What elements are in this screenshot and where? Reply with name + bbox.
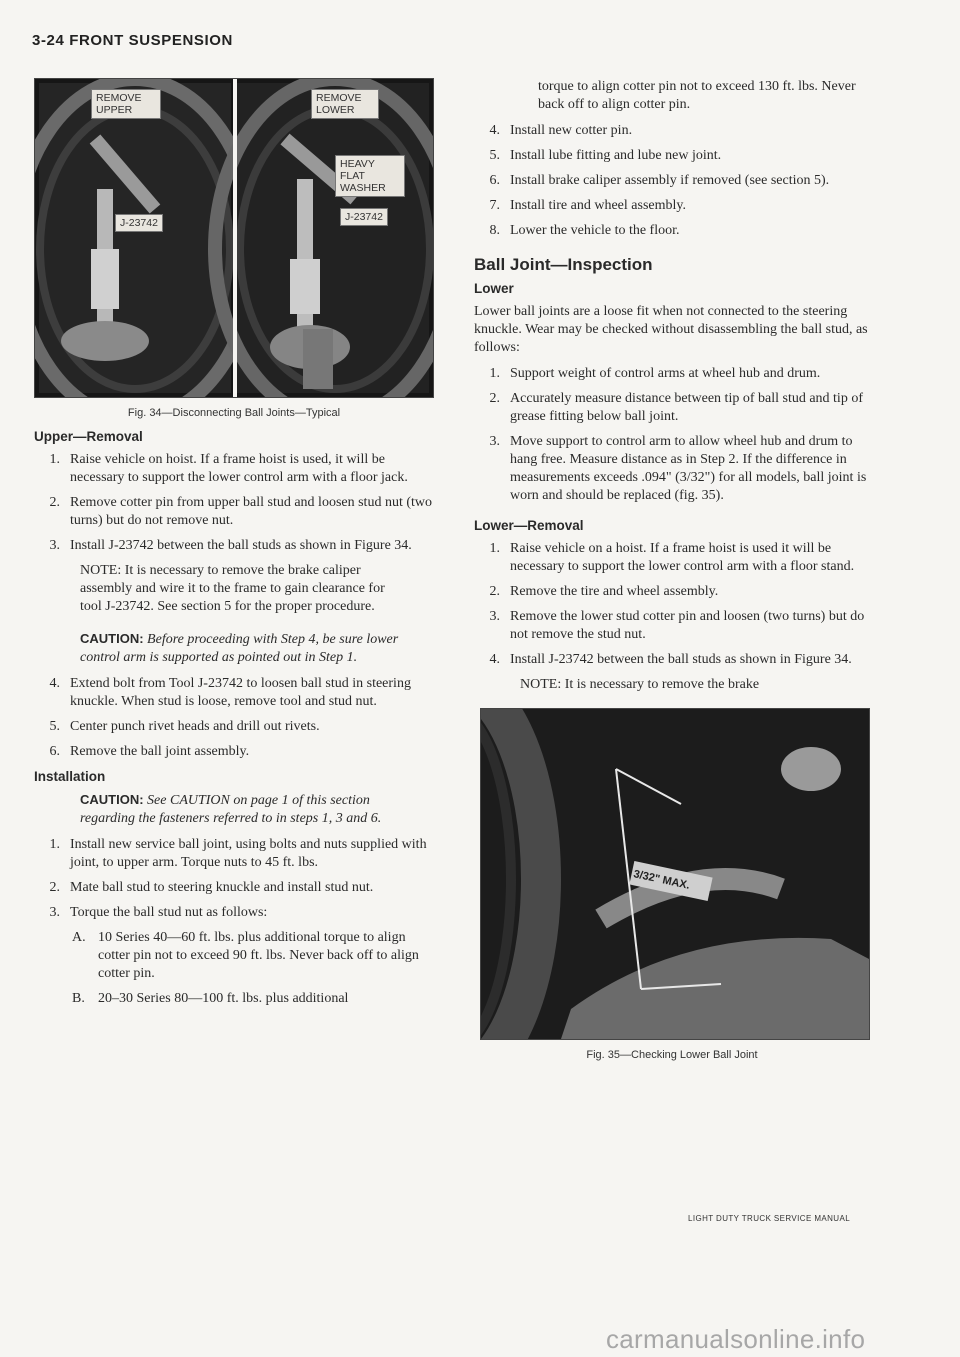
upper-removal-caution — [80, 630, 404, 667]
figure-34-photo — [34, 78, 434, 398]
tool-label-left: J-23742 — [115, 214, 163, 232]
right-column — [474, 78, 870, 1070]
lower-removal-step: 1. Raise vehicle on a hoist. If a frame hoist is used it will be necessary to support the lower control arm with a floor stand. — [489, 541, 855, 574]
inspection-step: 2. Accurately measure distance between tip of ball stud and tip of grease fitting below ball joint. — [489, 391, 863, 424]
lower-removal-note: NOTE: It is necessary to remove the brake — [520, 677, 760, 692]
lower-removal-step: 4. Install J-23742 between the ball studs as shown in Figure 34. — [489, 652, 852, 667]
caution-text: Before proceeding with Step 4, be sure lower control arm is supported as pointed out in Step 1. — [80, 632, 399, 665]
remove-lower-callout: REMOVE LOWER — [311, 89, 379, 119]
installation-step: 6. Install brake caliper assembly if removed (see section 5). — [489, 173, 830, 188]
remove-upper-callout: REMOVE UPPER — [91, 89, 161, 119]
installation-step: 8. Lower the vehicle to the floor. — [489, 223, 680, 238]
installation-step: 3. Torque the ball stud nut as follows: — [49, 905, 268, 920]
installation-heading: Installation — [34, 769, 106, 784]
inspection-step: 1. Support weight of control arms at wheel hub and drum. — [489, 366, 821, 381]
installation-step: 7. Install tire and wheel assembly. — [489, 198, 686, 213]
figure-34-illustration — [35, 79, 433, 397]
installation-step: 2. Mate ball stud to steering knuckle and install stud nut. — [49, 880, 374, 895]
lower-removal-step: 3. Remove the lower stud cotter pin and loosen (two turns) but do not remove the stud nut. — [489, 609, 865, 642]
max-measurement-label: 3/32" MAX. — [632, 868, 691, 892]
upper-removal-step: 2. Remove cotter pin from upper ball stud and loosen stud nut (two turns) but do not remove nut. — [49, 495, 432, 528]
installation-substep: A. 10 Series 40—60 ft. lbs. plus additional torque to align cotter pin not to exceed 90 ft. lbs. Never back off to align cotter pin. — [72, 930, 419, 981]
heavy-flat-washer-callout: HEAVY FLAT WASHER — [335, 155, 405, 197]
upper-removal-step: 6. Remove the ball joint assembly. — [49, 744, 250, 759]
lower-removal-step: 2. Remove the tire and wheel assembly. — [489, 584, 719, 599]
inspection-subhead: Lower — [474, 281, 514, 296]
upper-removal-note: NOTE: It is necessary to remove the brake caliper assembly and wire it to the frame to gain clearance for tool J-23742. See section 5 for the proper procedure. — [80, 563, 385, 614]
caution-text: See CAUTION on page 1 of this section regarding the fasteners referred to in steps 1, 3 and 6. — [80, 793, 382, 826]
inspection-step: 3. Move support to control arm to allow wheel hub and drum to hang free. Measure distance as in Step 2. If the difference in measurements exceeds .094" (3/32") for all models, ball joint is worn and should be replaced (fig. 35). — [489, 434, 867, 503]
installation-caution — [80, 791, 404, 828]
upper-removal-step: 5. Center punch rivet heads and drill out rivets. — [49, 719, 320, 734]
caution-label: CAUTION: — [80, 792, 144, 807]
lower-removal-heading: Lower—Removal — [474, 518, 584, 533]
caution-label: CAUTION: — [80, 631, 144, 646]
left-column — [34, 78, 434, 1015]
installation-step: 4. Install new cotter pin. — [489, 123, 633, 138]
upper-removal-step: 3. Install J-23742 between the ball studs as shown in Figure 34. — [49, 538, 412, 553]
upper-removal-step: 1. Raise vehicle on hoist. If a frame hoist is used, it will be necessary to support the lower control arm with a floor jack. — [49, 452, 408, 485]
installation-substep: B. 20–30 Series 80—100 ft. lbs. plus additional — [72, 991, 349, 1006]
upper-removal-step: 4. Extend bolt from Tool J-23742 to loosen ball stud in steering knuckle. When stud is loose, remove tool and stud nut. — [49, 676, 411, 709]
tool-label-right: J-23742 — [340, 208, 388, 226]
figure-34-caption: Fig. 34—Disconnecting Ball Joints—Typical — [127, 407, 341, 419]
page-footer: LIGHT DUTY TRUCK SERVICE MANUAL — [688, 1214, 851, 1223]
page-header: 3-24 FRONT SUSPENSION — [32, 32, 233, 49]
inspection-intro: Lower ball joints are a loose fit when not connected to the steering knuckle. Wear may be checked without disassembling the ball stud, as follows: — [474, 304, 868, 355]
installation-step: 5. Install lube fitting and lube new joint. — [489, 148, 722, 163]
inspection-title: Ball Joint—Inspection — [474, 255, 653, 274]
substep-continued-text: torque to align cotter pin not to exceed 130 ft. lbs. Never back off to align cotter pin. — [538, 79, 856, 112]
upper-removal-heading: Upper—Removal — [34, 429, 143, 444]
site-watermark: carmanualsonline.info — [606, 1324, 866, 1354]
installation-step: 1. Install new service ball joint, using bolts and nuts supplied with joint, to upper arm. Torque nuts to 45 ft. lbs. — [49, 837, 427, 870]
figure-35-caption: Fig. 35—Checking Lower Ball Joint — [586, 1049, 758, 1061]
figure-35-photo — [480, 708, 870, 1040]
